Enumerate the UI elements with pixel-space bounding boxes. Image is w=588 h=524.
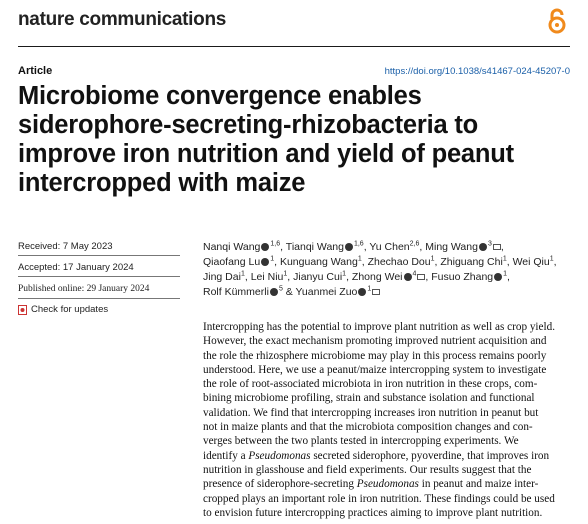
author-name-text: Zhong Wei — [351, 271, 403, 283]
orcid-icon[interactable] — [479, 243, 487, 251]
abstract-line: understood. Here, we use a peanut/maize intercropping system to investigate — [203, 363, 547, 376]
author-name[interactable] — [293, 271, 346, 283]
published-date: Published online: 29 January 2024 — [18, 284, 150, 294]
check-for-updates-button[interactable] — [18, 304, 108, 315]
affiliation-sup: 1 — [270, 255, 275, 263]
affiliation-sup: 1 — [549, 255, 554, 263]
affiliation-sup: 4 — [412, 270, 417, 278]
orcid-icon[interactable] — [261, 258, 269, 266]
accepted-date: Accepted: 17 January 2024 — [18, 262, 134, 273]
abstract-line: the role of root-associated microbiota in iron nutrition in these crops, com- — [203, 378, 538, 391]
abstract-line: presence of siderophore-secreting Pseudomonas in peanut and maize inter- — [203, 478, 539, 491]
title-line: siderophore-secreting-rhizobacteria to — [18, 111, 478, 139]
orcid-icon[interactable] — [404, 273, 412, 281]
affiliation-sup: 1 — [502, 255, 507, 263]
author-name[interactable] — [286, 241, 364, 253]
author-list: Nanqi Wang $^{1,6}$, Tianqi Wang $^{1,6}$, Yu Chen$^{2,6}$, Ming Wang $^3$ , Qiaofang Lu $^1$, Kunguang Wang$^1$, Zhechao Dou$^1$, Zhiguang Chi$^1$, Wei Qiu$^1$, Jing Dai$^1$, Lei Niu$^1$, Jianyu Cui$^1$, Zhong Wei $^4$ , Fusuo Zhang $^1$, Rolf Kümmerli $^5$ & Yuanmei Zuo $^1$ — [203, 240, 557, 298]
mail-icon[interactable] — [417, 274, 425, 280]
affiliation-sup: 1,6 — [270, 240, 281, 248]
orcid-icon[interactable] — [494, 273, 502, 281]
abstract-line: bining microbiome profiling, strain and substance isolation and functional — [203, 392, 535, 405]
author-name[interactable] — [203, 256, 274, 268]
author-name-text: Qiaofang Lu — [203, 256, 261, 268]
journal-name: nature communications — [18, 9, 227, 30]
meta-divider — [18, 255, 180, 256]
header-rule — [18, 46, 570, 47]
abstract-line: verges between the two plants tested in intercropping experiments. We — [203, 435, 519, 448]
mail-icon[interactable] — [493, 244, 501, 250]
abstract-line: validation. We find that intercropping increases iron nutrition in peanut but — [203, 406, 539, 419]
title-line: Microbiome convergence enables — [18, 82, 422, 110]
title-line: improve iron nutrition and yield of peanut — [18, 140, 514, 168]
affiliation-sup: 1 — [503, 270, 508, 278]
abstract-line: identify a Pseudomonas secreted siderophore, pyoverdine, that improves iron — [203, 449, 550, 462]
abstract-line: nutrition in glasshouse and field experiments. Our results suggest that the — [203, 463, 532, 476]
author-name-text: Zhechao Dou — [367, 256, 431, 268]
author-name-text: Lei Niu — [250, 271, 284, 283]
affiliation-sup: 1,6 — [353, 240, 364, 248]
author-name[interactable] — [251, 271, 288, 283]
check-updates-icon — [18, 305, 27, 315]
open-access-icon — [546, 8, 568, 34]
author-name-text: Yuanmei Zuo — [295, 286, 358, 298]
affiliation-sup: 1 — [367, 285, 372, 293]
meta-divider — [18, 298, 180, 299]
affiliation-sup: 1 — [357, 255, 362, 263]
orcid-icon[interactable] — [261, 243, 269, 251]
author-name-text: Nanqi Wang — [203, 241, 261, 253]
author-name[interactable] — [203, 271, 245, 283]
orcid-icon[interactable] — [270, 288, 278, 296]
affiliation-sup: 1 — [283, 270, 288, 278]
author-name[interactable] — [513, 256, 554, 268]
affiliation-sup: 3 — [487, 240, 492, 248]
article-type: Article — [18, 65, 53, 77]
doi-link[interactable]: https://doi.org/10.1038/s41467-024-45207-0 — [384, 66, 570, 77]
author-name-text: Fusuo Zhang — [431, 271, 494, 283]
received-date: Received: 7 May 2023 — [18, 241, 113, 252]
author-name-text: Tianqi Wang — [285, 241, 344, 253]
affiliation-sup: 5 — [278, 285, 283, 293]
author-name-text: Rolf Kümmerli — [203, 286, 269, 298]
meta-divider — [18, 276, 180, 277]
abstract-line: Intercropping has the potential to improve plant nutrition as well as crop yield. — [203, 321, 556, 333]
author-name-text: Zhiguang Chi — [440, 256, 503, 268]
affiliation-sup: 1 — [240, 270, 245, 278]
abstract-line: the role the rhizosphere microbiome may play in this process remains poorly — [203, 349, 547, 362]
author-name[interactable] — [280, 256, 362, 268]
author-name-text: Wei Qiu — [512, 256, 550, 268]
abstract-line: However, the exact mechanism promoting improved nutrient acquisition and — [203, 335, 547, 348]
abstract-line: not in maize plants and that the microbiota composition changes and con- — [203, 421, 533, 434]
title-line: intercropped with maize — [18, 169, 306, 197]
author-name-text: Yu Chen — [369, 241, 410, 253]
orcid-icon[interactable] — [345, 243, 353, 251]
author-name-text: Kunguang Wang — [279, 256, 358, 268]
check-updates-label: Check for updates — [31, 304, 109, 315]
affiliation-sup: 1 — [342, 270, 347, 278]
author-name[interactable] — [425, 241, 501, 253]
affiliation-sup: 2,6 — [409, 240, 420, 248]
article-title — [18, 82, 578, 198]
author-name-text: Jianyu Cui — [293, 271, 343, 283]
author-name[interactable] — [440, 256, 506, 268]
author-name-text: Jing Dai — [203, 271, 241, 283]
author-name[interactable] — [431, 271, 507, 283]
orcid-icon[interactable] — [358, 288, 366, 296]
author-name[interactable] — [203, 286, 283, 298]
mail-icon[interactable] — [372, 289, 380, 295]
abstract-line: to envision future intercropping practices aiming to improve plant nutrition. — [203, 506, 543, 519]
author-name[interactable] — [203, 241, 280, 253]
author-name[interactable] — [296, 286, 381, 298]
author-name[interactable] — [352, 271, 426, 283]
affiliation-sup: 1 — [430, 255, 435, 263]
abstract — [203, 320, 573, 520]
abstract-line: cropped plays an important role in iron nutrition. These findings could be used — [203, 492, 555, 505]
author-name[interactable] — [369, 241, 419, 253]
author-name[interactable] — [368, 256, 435, 268]
author-name-text: Ming Wang — [425, 241, 478, 253]
